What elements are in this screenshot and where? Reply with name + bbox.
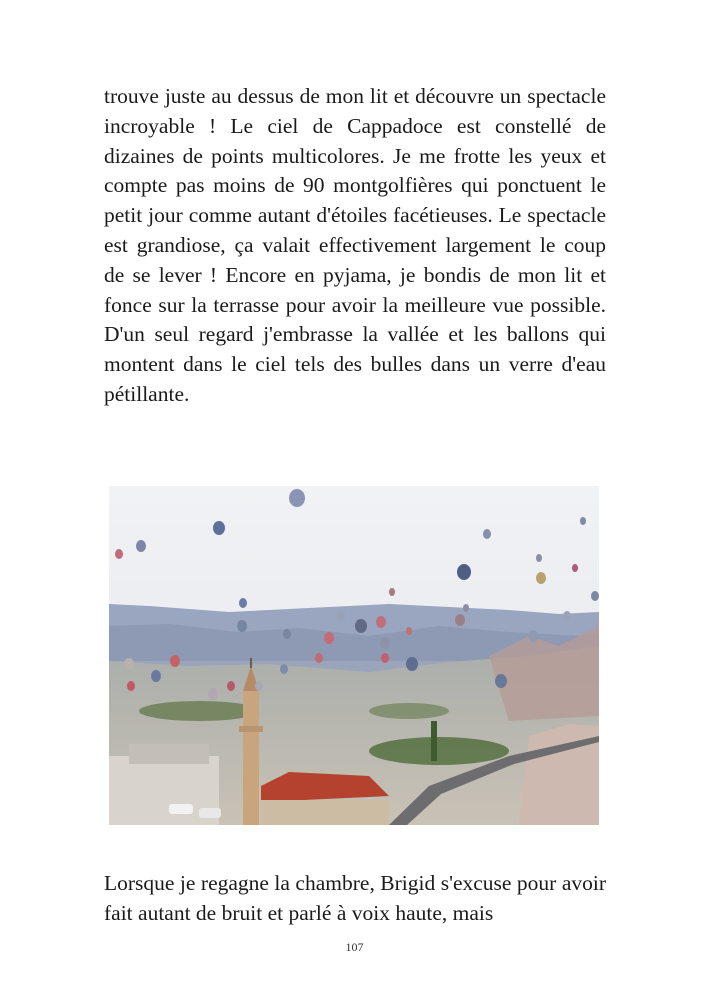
body-paragraph-bottom: Lorsque je regagne la chambre, Brigid s'excuse pour avoir fait autant de bruit et parlé à voix haute, mais [104,871,606,925]
page-number: 107 [345,940,364,954]
cappadocia-balloons-photo [109,486,599,825]
body-paragraph-top: trouve juste au dessus de mon lit et découvre un spectacle incroyable ! Le ciel de Cappadoce est constellé de dizaines de points multicolores. Je me frotte les yeux et compte pas moins de 90 montgolfières qui ponctuent le petit jour comme autant d'étoiles facétieuses. Le spectacle est grandiose, ça valait effectivement largement le coup de se lever ! Encore en pyjama, je bondis de mon lit et fonce sur la terrasse pour avoir la meilleure vue possible. D'un seul regard j'embrasse la vallée et les ballons qui montent dans le ciel tels des bulles dans un verre d'eau pétillante. [104,84,606,406]
